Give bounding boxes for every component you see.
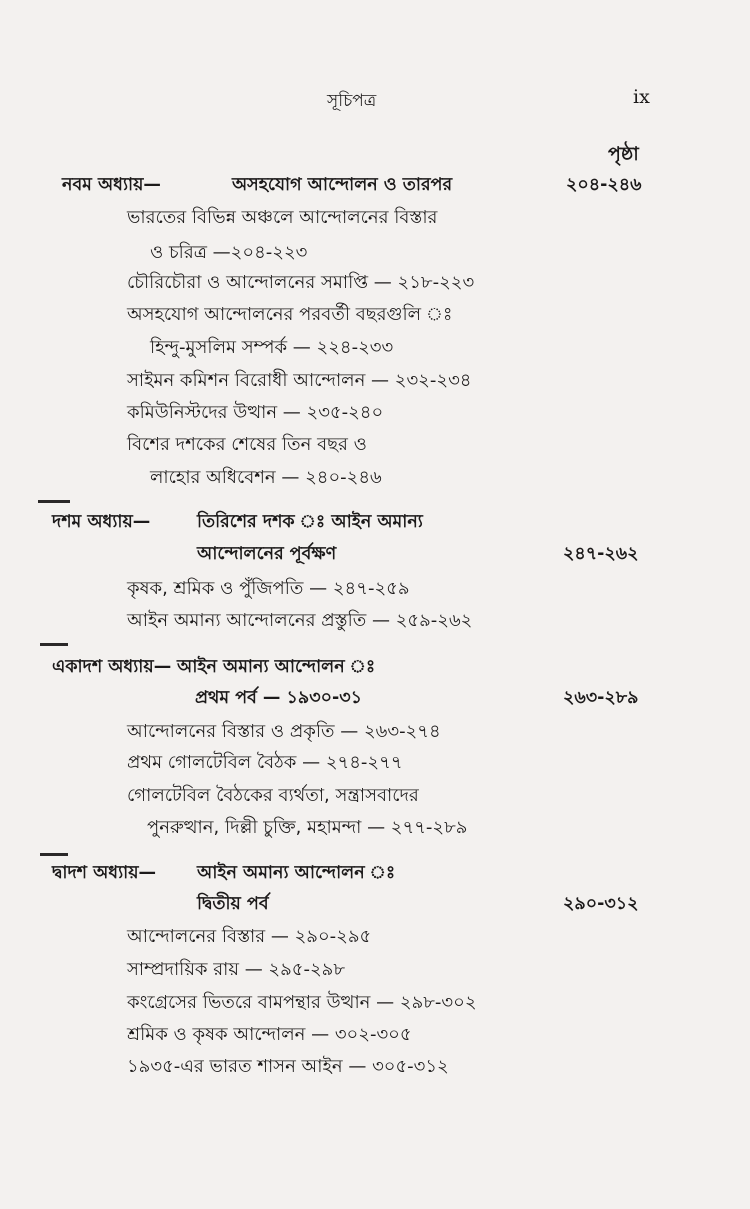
toc-entry: শ্রমিক ও কৃষক আন্দোলন — ৩০২-৩০৫ — [127, 1024, 412, 1045]
chapter11-title: আইন অমান্য আন্দোলন ঃ — [177, 657, 376, 677]
toc-entry: ভারতের বিভিন্ন অঞ্চলে আন্দোলনের বিস্তার — [127, 207, 438, 228]
toc-entry: কংগ্রেসের ভিতরে বামপন্থার উত্থান — ২৯৮-৩০২ — [127, 992, 477, 1013]
chapter9-title: অসহযোগ আন্দোলন ও তারপর — [232, 175, 453, 195]
chapter10-subtitle: আন্দোলনের পূর্বক্ষণ — [197, 544, 337, 564]
toc-entry: সাইমন কমিশন বিরোধী আন্দোলন — ২৩২-২৩৪ — [127, 370, 472, 391]
toc-entry: কমিউনিস্টদের উত্থান — ২৩৫-২৪০ — [127, 402, 384, 423]
toc-entry: ও চরিত্র —২০৪-২২৩ — [150, 242, 308, 263]
toc-entry: ১৯৩৫-এর ভারত শাসন আইন — ৩০৫-৩১২ — [127, 1056, 449, 1077]
toc-entry: কৃষক, শ্রমিক ও পুঁজিপতি — ২৪৭-২৫৯ — [127, 578, 410, 599]
toc-entry: সাম্প্রদায়িক রায় — ২৯৫-২৯৮ — [127, 959, 346, 980]
page-number: ix — [633, 86, 650, 108]
section-divider — [38, 500, 70, 503]
chapter10-title: তিরিশের দশক ঃ আইন অমান্য — [197, 512, 423, 532]
chapter11-subtitle: প্রথম পর্ব — ১৯৩০-৩১ — [195, 688, 362, 708]
chapter12-pages: ২৯০-৩১২ — [563, 894, 639, 914]
chapter12-label: দ্বাদশ অধ্যায়— — [52, 863, 157, 883]
toc-entry: আইন অমান্য আন্দোলনের প্রস্তুতি — ২৫৯-২৬২ — [127, 610, 473, 631]
toc-entry: গোলটেবিল বৈঠকের ব্যর্থতা, সন্ত্রাসবাদের — [127, 785, 419, 806]
chapter11-pages: ২৬৩-২৮৯ — [563, 688, 639, 708]
chapter10-pages: ২৪৭-২৬২ — [563, 544, 639, 564]
chapter11-label: একাদশ অধ্যায়— — [52, 657, 172, 677]
chapter10-label: দশম অধ্যায়— — [52, 512, 151, 532]
running-header-title: সূচিপত্র — [327, 91, 377, 111]
section-divider — [40, 643, 68, 646]
page-column-label: পৃষ্ঠা — [608, 143, 639, 165]
chapter9-pages: ২০৪-২৪৬ — [566, 175, 642, 195]
chapter12-title: আইন অমান্য আন্দোলন ঃ — [197, 863, 396, 883]
toc-entry: হিন্দু-মুসলিম সম্পর্ক — ২২৪-২৩৩ — [150, 337, 394, 358]
chapter9-label: নবম অধ্যায়— — [62, 175, 161, 195]
toc-entry: প্রথম গোলটেবিল বৈঠক — ২৭৪-২৭৭ — [127, 752, 403, 773]
toc-entry: পুনরুত্থান, দিল্লী চুক্তি, মহামন্দা — ২৭৭-২৮৯ — [147, 817, 468, 838]
toc-entry: অসহযোগ আন্দোলনের পরবর্তী বছরগুলি ঃ — [127, 304, 453, 325]
toc-entry: বিশের দশকের শেষের তিন বছর ও — [127, 434, 367, 455]
toc-entry: লাহোর অধিবেশন — ২৪০-২৪৬ — [150, 467, 382, 488]
toc-entry: আন্দোলনের বিস্তার — ২৯০-২৯৫ — [127, 926, 372, 947]
section-divider — [40, 853, 68, 856]
toc-entry: আন্দোলনের বিস্তার ও প্রকৃতি — ২৬৩-২৭৪ — [127, 721, 441, 742]
chapter12-subtitle: দ্বিতীয় পর্ব — [197, 894, 269, 914]
toc-entry: চৌরিচৌরা ও আন্দোলনের সমাপ্তি — ২১৮-২২৩ — [127, 272, 475, 293]
